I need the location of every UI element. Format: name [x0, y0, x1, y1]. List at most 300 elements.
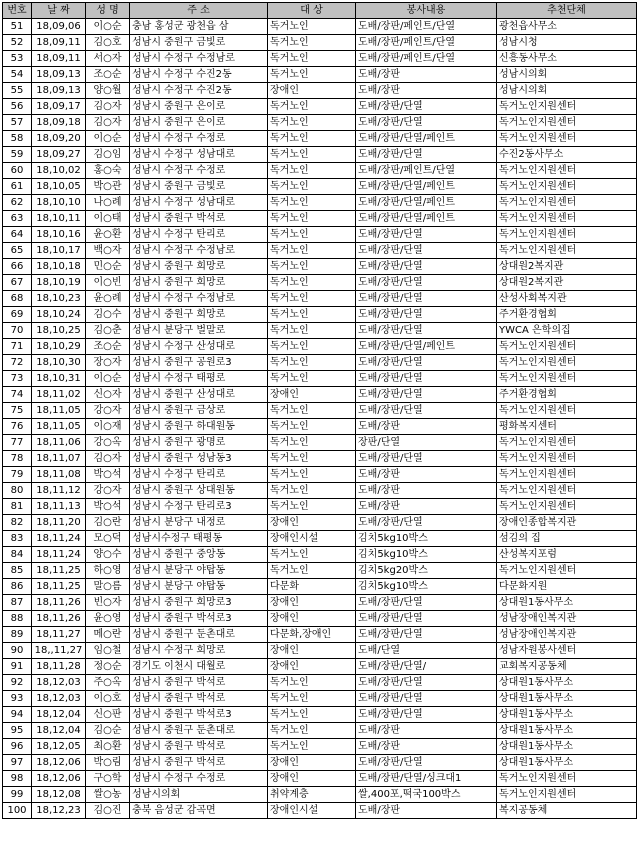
row-target: 독거노인: [268, 435, 356, 451]
row-address: 성남시 중원구 금빛로: [130, 35, 268, 51]
table-row: [3, 179, 637, 195]
table-row: [3, 35, 637, 51]
row-address: 성남시의회: [130, 787, 268, 803]
row-organization: 산성사회복지관: [497, 291, 637, 307]
row-organization: 상대원2복지관: [497, 259, 637, 275]
row-number: 74: [3, 387, 32, 403]
header-organization: 추천단체: [497, 3, 637, 19]
row-date: 18,11,24: [32, 531, 86, 547]
row-organization: 상대원2복지관: [497, 275, 637, 291]
row-name: 김○춘: [86, 323, 130, 339]
row-target: 장애인시설: [268, 531, 356, 547]
table-row: [3, 387, 637, 403]
row-date: 18,10,31: [32, 371, 86, 387]
row-name: 김○란: [86, 515, 130, 531]
row-target: 독거노인: [268, 723, 356, 739]
table-row: [3, 611, 637, 627]
row-address: 성남시 중원구 산성대로: [130, 387, 268, 403]
row-service: 도배/장판/단열: [356, 323, 497, 339]
row-address: 성남시 중원구 희망로: [130, 259, 268, 275]
row-name: 주○옥: [86, 675, 130, 691]
row-number: 56: [3, 99, 32, 115]
row-organization: 독거노인지원센터: [497, 339, 637, 355]
row-target: 독거노인: [268, 99, 356, 115]
row-target: 독거노인: [268, 51, 356, 67]
row-date: 18,11,07: [32, 451, 86, 467]
row-target: 독거노인: [268, 259, 356, 275]
table-row: [3, 643, 637, 659]
table-row: [3, 499, 637, 515]
row-service: 도배/장판/단열: [356, 243, 497, 259]
row-number: 95: [3, 723, 32, 739]
row-service: 도배/장판/페인트/단열: [356, 51, 497, 67]
row-organization: 독거노인지원센터: [497, 131, 637, 147]
table-row: [3, 435, 637, 451]
table-row: [3, 739, 637, 755]
row-number: 70: [3, 323, 32, 339]
row-service: 도배/장판/단열: [356, 611, 497, 627]
row-target: 장애인시설: [268, 803, 356, 819]
row-target: 독거노인: [268, 419, 356, 435]
row-service: 도배/장판/페인트/단열: [356, 19, 497, 35]
table-row: [3, 787, 637, 803]
table-row: [3, 147, 637, 163]
row-name: 메○란: [86, 627, 130, 643]
row-name: 윤○영: [86, 611, 130, 627]
row-service: 도배/장판/단열: [356, 259, 497, 275]
row-service: 도배/장판/단열: [356, 675, 497, 691]
header-address: 주 소: [130, 3, 268, 19]
row-number: 80: [3, 483, 32, 499]
header-target: 대 상: [268, 3, 356, 19]
row-service: 도배/장판/단열: [356, 355, 497, 371]
row-service: 도배/장판/페인트/단열: [356, 163, 497, 179]
row-address: 성남시 중원구 성남동3: [130, 451, 268, 467]
row-target: 장애인: [268, 83, 356, 99]
row-address: 성남시 수정구 수정로: [130, 163, 268, 179]
row-name: 김○호: [86, 35, 130, 51]
row-target: 독거노인: [268, 227, 356, 243]
row-target: 독거노인: [268, 371, 356, 387]
row-date: 18,12,03: [32, 675, 86, 691]
row-name: 박○석: [86, 499, 130, 515]
table-row: [3, 115, 637, 131]
row-number: 59: [3, 147, 32, 163]
row-name: 최○환: [86, 739, 130, 755]
row-service: 도배/장판/단열/: [356, 659, 497, 675]
row-name: 박○관: [86, 179, 130, 195]
row-address: 성남시 중원구 광명로: [130, 435, 268, 451]
table-row: [3, 291, 637, 307]
row-number: 71: [3, 339, 32, 355]
row-number: 78: [3, 451, 32, 467]
header-service: 봉사내용: [356, 3, 497, 19]
row-organization: 성남장애인복지관: [497, 611, 637, 627]
row-date: 18,11,26: [32, 611, 86, 627]
row-target: 독거노인: [268, 275, 356, 291]
row-target: 독거노인: [268, 35, 356, 51]
table-row: [3, 515, 637, 531]
row-target: 독거노인: [268, 451, 356, 467]
row-service: 도배/장판/단열: [356, 291, 497, 307]
row-service: 도배/장판/단열: [356, 755, 497, 771]
row-organization: 독거노인지원센터: [497, 483, 637, 499]
row-target: 독거노인: [268, 163, 356, 179]
row-number: 63: [3, 211, 32, 227]
row-organization: 독거노인지원센터: [497, 227, 637, 243]
table-row: [3, 227, 637, 243]
row-address: 성남시수정구 태평동: [130, 531, 268, 547]
row-name: 김○자: [86, 115, 130, 131]
row-date: 18,10,11: [32, 211, 86, 227]
row-name: 이○재: [86, 419, 130, 435]
row-date: 18,10,16: [32, 227, 86, 243]
row-address: 성남시 분당구 벌말로: [130, 323, 268, 339]
table-row: [3, 563, 637, 579]
row-date: 18,11,28: [32, 659, 86, 675]
row-name: 박○석: [86, 467, 130, 483]
row-name: 이○빈: [86, 275, 130, 291]
row-date: 18,12,08: [32, 787, 86, 803]
row-date: 18,09,20: [32, 131, 86, 147]
row-name: 홍○숙: [86, 163, 130, 179]
row-organization: 성남장애인복지관: [497, 627, 637, 643]
row-address: 성남시 수정구 수진2동: [130, 67, 268, 83]
row-date: 18,10,18: [32, 259, 86, 275]
row-target: 독거노인: [268, 467, 356, 483]
table-row: [3, 723, 637, 739]
row-organization: 독거노인지원센터: [497, 179, 637, 195]
row-address: 성남시 중원구 박석로: [130, 211, 268, 227]
row-organization: 상대원1동사무소: [497, 595, 637, 611]
row-target: 장애인: [268, 595, 356, 611]
row-name: 이○호: [86, 691, 130, 707]
row-address: 성남시 중원구 공원로3: [130, 355, 268, 371]
row-service: 도배/장판/단열: [356, 99, 497, 115]
row-name: 이○태: [86, 211, 130, 227]
row-service: 도배/장판/단열: [356, 387, 497, 403]
row-date: 18,10,25: [32, 323, 86, 339]
row-address: 성남시 중원구 상대원동: [130, 483, 268, 499]
row-address: 성남시 중원구 은이로: [130, 99, 268, 115]
row-number: 89: [3, 627, 32, 643]
table-row: [3, 531, 637, 547]
row-number: 83: [3, 531, 32, 547]
row-date: 18,11,24: [32, 547, 86, 563]
row-name: 장○자: [86, 355, 130, 371]
row-address: 성남시 중원구 박석로: [130, 675, 268, 691]
table-row: [3, 67, 637, 83]
table-row: [3, 771, 637, 787]
row-date: 18,10,24: [32, 307, 86, 323]
row-target: 장애인: [268, 611, 356, 627]
row-organization: 상대원1동사무소: [497, 739, 637, 755]
row-number: 76: [3, 419, 32, 435]
row-service: 도배/장판/단열: [356, 451, 497, 467]
row-name: 신○판: [86, 707, 130, 723]
table-row: [3, 323, 637, 339]
row-address: 충북 음성군 감곡면: [130, 803, 268, 819]
row-address: 경기도 이천시 대월로: [130, 659, 268, 675]
row-number: 88: [3, 611, 32, 627]
row-number: 87: [3, 595, 32, 611]
table-row: [3, 195, 637, 211]
row-service: 도배/장판/단열: [356, 595, 497, 611]
row-name: 정○순: [86, 659, 130, 675]
row-date: 18,10,30: [32, 355, 86, 371]
row-date: 18,10,02: [32, 163, 86, 179]
row-address: 성남시 수정구 수정로: [130, 131, 268, 147]
table-row: [3, 451, 637, 467]
row-date: 18,,11,27: [32, 643, 86, 659]
row-service: 도배/장판/단열/싱크대1: [356, 771, 497, 787]
row-date: 18,09,17: [32, 99, 86, 115]
row-number: 98: [3, 771, 32, 787]
row-name: 김○수: [86, 307, 130, 323]
row-address: 성남시 중원구 박석로3: [130, 707, 268, 723]
row-name: 이○순: [86, 19, 130, 35]
row-name: 조○순: [86, 339, 130, 355]
row-date: 18,09,18: [32, 115, 86, 131]
row-address: 성남시 중원구 하대원동: [130, 419, 268, 435]
row-date: 18,11,06: [32, 435, 86, 451]
row-address: 성남시 수정구 탄리로: [130, 467, 268, 483]
row-number: 81: [3, 499, 32, 515]
row-address: 성남시 수정구 수정남로: [130, 243, 268, 259]
row-number: 86: [3, 579, 32, 595]
table-row: [3, 803, 637, 819]
row-service: 도배/장판/단열: [356, 403, 497, 419]
row-address: 성남시 중원구 박석로: [130, 739, 268, 755]
row-target: 독거노인: [268, 19, 356, 35]
row-organization: 복지공동체: [497, 803, 637, 819]
row-number: 58: [3, 131, 32, 147]
table-row: [3, 275, 637, 291]
row-service: 김치5kg10박스: [356, 547, 497, 563]
row-date: 18,10,23: [32, 291, 86, 307]
row-service: 도배/장판/단열: [356, 227, 497, 243]
table-body: [3, 19, 637, 819]
header-row: [3, 3, 637, 19]
row-service: 도배/장판/단열: [356, 707, 497, 723]
row-name: 윤○례: [86, 291, 130, 307]
row-organization: 독거노인지원센터: [497, 195, 637, 211]
row-organization: 성남자원봉사센터: [497, 643, 637, 659]
row-target: 다문화: [268, 579, 356, 595]
row-date: 18,11,25: [32, 579, 86, 595]
row-organization: 주거환경협회: [497, 387, 637, 403]
row-target: 독거노인: [268, 355, 356, 371]
row-date: 18,10,19: [32, 275, 86, 291]
row-date: 18,11,25: [32, 563, 86, 579]
row-target: 독거노인: [268, 195, 356, 211]
row-service: 도배/장판/단열: [356, 307, 497, 323]
row-service: 도배/장판/단열/페인트: [356, 179, 497, 195]
row-organization: YWCA 은학의집: [497, 323, 637, 339]
row-target: 독거노인: [268, 547, 356, 563]
row-address: 성남시 수정구 성남대로: [130, 147, 268, 163]
row-service: 도배/장판/단열: [356, 115, 497, 131]
row-service: 도배/장판/단열/페인트: [356, 339, 497, 355]
row-date: 18,12,04: [32, 707, 86, 723]
row-organization: 평화복지센터: [497, 419, 637, 435]
row-name: 강○자: [86, 483, 130, 499]
row-date: 18,11,26: [32, 595, 86, 611]
row-organization: 신흥동사무소: [497, 51, 637, 67]
row-target: 독거노인: [268, 179, 356, 195]
row-service: 도배/장판/단열: [356, 275, 497, 291]
table-row: [3, 579, 637, 595]
table-row: [3, 355, 637, 371]
row-number: 61: [3, 179, 32, 195]
row-number: 68: [3, 291, 32, 307]
row-organization: 교회복지공동체: [497, 659, 637, 675]
row-number: 79: [3, 467, 32, 483]
table-row: [3, 547, 637, 563]
row-date: 18,10,17: [32, 243, 86, 259]
row-number: 73: [3, 371, 32, 387]
row-address: 성남시 수정구 수정로: [130, 771, 268, 787]
table-row: [3, 211, 637, 227]
row-service: 도배/장판: [356, 419, 497, 435]
row-name: 윤○환: [86, 227, 130, 243]
row-service: 도배/장판: [356, 723, 497, 739]
row-name: 나○례: [86, 195, 130, 211]
row-date: 18,09,27: [32, 147, 86, 163]
row-date: 18,11,12: [32, 483, 86, 499]
row-date: 18,12,05: [32, 739, 86, 755]
row-target: 독거노인: [268, 499, 356, 515]
row-service: 도배/단열: [356, 643, 497, 659]
row-target: 독거노인: [268, 403, 356, 419]
row-address: 성남시 분당구 야탑동: [130, 563, 268, 579]
row-address: 성남시 수정구 희망로: [130, 643, 268, 659]
row-service: 김치5kg10박스: [356, 531, 497, 547]
row-organization: 독거노인지원센터: [497, 771, 637, 787]
row-organization: 독거노인지원센터: [497, 243, 637, 259]
row-date: 18,12,03: [32, 691, 86, 707]
row-address: 성남시 중원구 희망로: [130, 307, 268, 323]
row-address: 성남시 중원구 은이로: [130, 115, 268, 131]
row-name: 구○학: [86, 771, 130, 787]
table-row: [3, 755, 637, 771]
row-service: 도배/장판/단열: [356, 691, 497, 707]
row-date: 18,09,13: [32, 83, 86, 99]
row-organization: 독거노인지원센터: [497, 371, 637, 387]
row-name: 김○순: [86, 723, 130, 739]
row-target: 장애인: [268, 387, 356, 403]
row-date: 18,09,13: [32, 67, 86, 83]
table-header: [3, 3, 637, 19]
row-service: 도배/장판/단열: [356, 371, 497, 387]
row-name: 이○순: [86, 131, 130, 147]
row-organization: 독거노인지원센터: [497, 787, 637, 803]
table-row: [3, 371, 637, 387]
row-target: 독거노인: [268, 67, 356, 83]
row-name: 민○순: [86, 259, 130, 275]
row-target: 독거노인: [268, 147, 356, 163]
row-number: 53: [3, 51, 32, 67]
row-target: 독거노인: [268, 339, 356, 355]
header-no: 번호: [3, 3, 32, 19]
row-organization: 수진2동사무소: [497, 147, 637, 163]
row-address: 성남시 중원구 금상로: [130, 403, 268, 419]
row-name: 신○자: [86, 387, 130, 403]
row-number: 67: [3, 275, 32, 291]
table-row: [3, 691, 637, 707]
row-date: 18,11,27: [32, 627, 86, 643]
row-number: 90: [3, 643, 32, 659]
row-name: 김○자: [86, 99, 130, 115]
row-organization: 산성복지포럼: [497, 547, 637, 563]
row-organization: 성남시청: [497, 35, 637, 51]
row-number: 77: [3, 435, 32, 451]
row-organization: 광천읍사무소: [497, 19, 637, 35]
row-name: 김○임: [86, 147, 130, 163]
row-date: 18,12,06: [32, 771, 86, 787]
row-service: 도배/장판/단열/페인트: [356, 211, 497, 227]
row-name: 박○림: [86, 755, 130, 771]
row-organization: 상대원1동사무소: [497, 691, 637, 707]
row-organization: 독거노인지원센터: [497, 435, 637, 451]
table-row: [3, 675, 637, 691]
row-service: 도배/장판/단열: [356, 515, 497, 531]
row-address: 성남시 중원구 금빛로: [130, 179, 268, 195]
row-service: 쌀,400포,떡국100박스: [356, 787, 497, 803]
table-row: [3, 419, 637, 435]
row-service: 도배/장판: [356, 67, 497, 83]
table-row: [3, 627, 637, 643]
row-date: 18,11,20: [32, 515, 86, 531]
row-number: 91: [3, 659, 32, 675]
row-name: 김○자: [86, 451, 130, 467]
row-date: 18,11,08: [32, 467, 86, 483]
row-organization: 다문화지원: [497, 579, 637, 595]
table-row: [3, 403, 637, 419]
row-target: 다문화,장애인: [268, 627, 356, 643]
row-service: 도배/장판: [356, 467, 497, 483]
table-row: [3, 259, 637, 275]
row-service: 도배/장판/단열: [356, 627, 497, 643]
row-number: 97: [3, 755, 32, 771]
row-target: 독거노인: [268, 291, 356, 307]
row-organization: 독거노인지원센터: [497, 563, 637, 579]
row-name: 말○름: [86, 579, 130, 595]
table-row: [3, 51, 637, 67]
row-service: 장판/단열: [356, 435, 497, 451]
row-target: 독거노인: [268, 307, 356, 323]
row-name: 백○자: [86, 243, 130, 259]
header-date: 날 짜: [32, 3, 86, 19]
row-number: 96: [3, 739, 32, 755]
row-address: 성남시 분당구 야탑동: [130, 579, 268, 595]
row-service: 도배/장판/단열/페인트: [356, 195, 497, 211]
table-row: [3, 19, 637, 35]
row-organization: 독거노인지원센터: [497, 355, 637, 371]
row-target: 독거노인: [268, 131, 356, 147]
row-organization: 장애인종합복지관: [497, 515, 637, 531]
row-name: 하○영: [86, 563, 130, 579]
row-target: 독거노인: [268, 739, 356, 755]
row-number: 69: [3, 307, 32, 323]
row-name: 양○수: [86, 547, 130, 563]
row-number: 66: [3, 259, 32, 275]
row-organization: 상대원1동사무소: [497, 723, 637, 739]
row-address: 성남시 중원구 둔촌대로: [130, 627, 268, 643]
row-address: 성남시 중원구 박석로: [130, 691, 268, 707]
row-service: 도배/장판: [356, 739, 497, 755]
row-name: 서○자: [86, 51, 130, 67]
